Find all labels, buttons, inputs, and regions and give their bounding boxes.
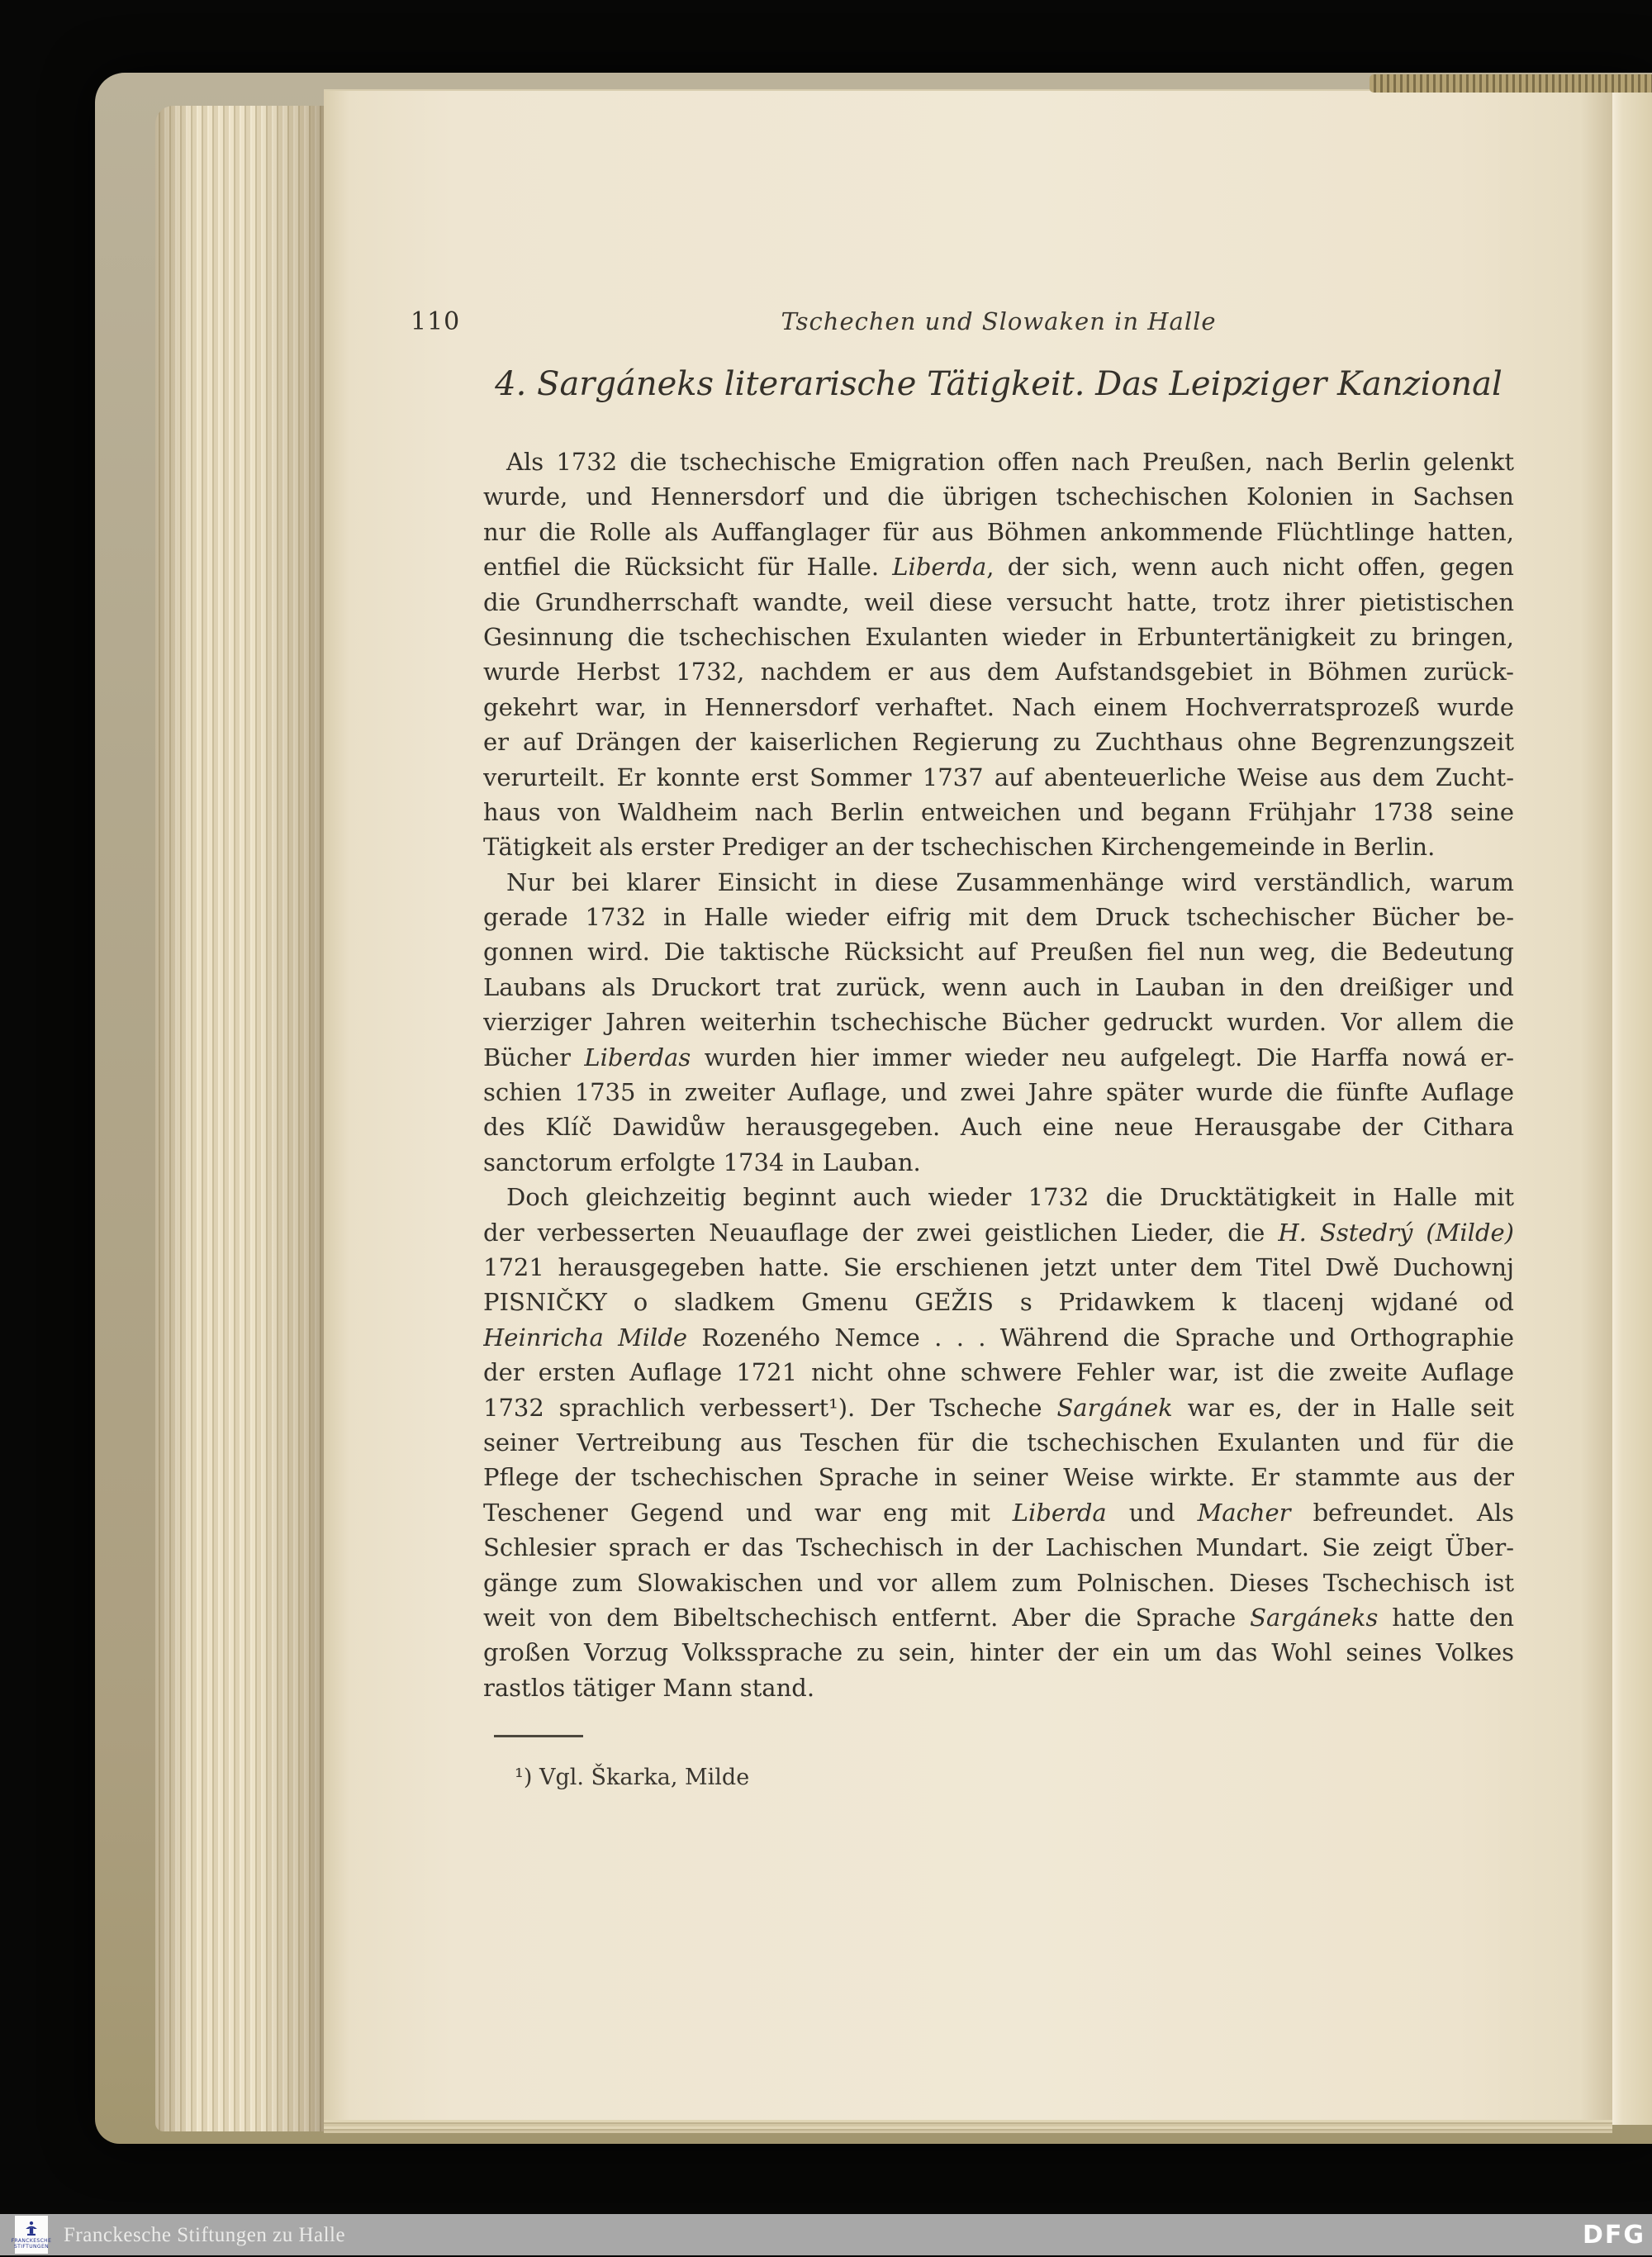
italic-text-segment: Liberda [1012, 1498, 1107, 1527]
text-line [483, 1005, 1514, 1039]
italic-text-segment: Macher [1197, 1498, 1291, 1527]
text-line [483, 1145, 1514, 1180]
text-segment: gänge zum Slowakischen und vor allem zum Polnischen. Dieses Tschechisch ist [483, 1568, 1514, 1597]
text-line [483, 1425, 1514, 1460]
text-segment: Teschener Gegend und war eng mit [483, 1498, 1013, 1527]
text-segment: Gesinnung die tschechischen Exulanten wieder in Erbuntertänigkeit zu bringen, [483, 622, 1514, 651]
text-line [483, 1180, 1514, 1214]
dfg-logo: DFG [1582, 2221, 1645, 2250]
text-segment: wurde Herbst 1732, nachdem er aus dem Aufstandsgebiet in Böhmen zurück- [483, 658, 1514, 687]
text-line [483, 760, 1514, 795]
text-segment: hatte den [1378, 1603, 1514, 1632]
text-line [483, 1040, 1514, 1075]
running-header: Tschechen und Slowaken in Halle [781, 307, 1217, 335]
text-line [483, 690, 1514, 725]
page-number: 110 [411, 307, 461, 336]
text-segment: die Grundherrschaft wandte, weil diese versucht hatte, trotz ihrer pietistischen [483, 587, 1514, 616]
text-line [483, 515, 1514, 549]
text-segment: , der sich, wenn auch nicht offen, gegen [986, 553, 1514, 582]
text-line [483, 1250, 1514, 1285]
franckesche-logo-caption-line2: STIFTUNGEN [13, 2243, 50, 2250]
text-segment: gekehrt war, in Hennersdorf verhaftet. Nach einem Hochverratsprozeß wurde [483, 692, 1514, 721]
italic-text-segment: H. Sstedrý (Milde) [1278, 1218, 1514, 1247]
book-page-edges [155, 106, 325, 2131]
text-segment: seiner Vertreibung aus Teschen für die tschechischen Exulanten und für die [483, 1428, 1514, 1456]
text-line [483, 585, 1514, 620]
text-segment: entfiel die Rücksicht für Halle. [483, 553, 893, 582]
text-line [483, 549, 1514, 584]
italic-text-segment: Sargáneks [1250, 1603, 1379, 1632]
text-segment: Nur bei klarer Einsicht in diese Zusammenhänge wird verständlich, warum [506, 867, 1514, 896]
text-line [483, 1285, 1514, 1319]
text-segment: Laubans als Druckort trat zurück, wenn auch in Lauban in den dreißiger und [483, 972, 1514, 1001]
text-segment: war es, der in Halle seit [1172, 1393, 1514, 1422]
text-line [483, 1109, 1514, 1144]
text-segment: befreundet. Als [1290, 1498, 1514, 1527]
text-line [483, 1530, 1514, 1565]
text-line [483, 654, 1514, 689]
source-label: Franckesche Stiftungen zu Halle [64, 2224, 346, 2246]
text-segment: sanctorum erfolgte 1734 in Lauban. [483, 1148, 921, 1176]
section-title: 4. Sargáneks literarische Tätigkeit. Das Leipziger Kanzional [495, 365, 1502, 403]
text-segment: der verbesserten Neuauflage der zwei geistlichen Lieder, die [483, 1218, 1279, 1247]
text-line [483, 1075, 1514, 1109]
franckesche-logo-caption-line1: FRANCKESCHE [11, 2237, 52, 2244]
text-line [483, 1670, 1514, 1705]
text-segment: Schlesier sprach er das Tschechisch in der Lachischen Mundart. Sie zeigt Über- [483, 1533, 1514, 1562]
text-segment: wurden hier immer wieder neu aufgelegt. Die Harffa nowá er- [691, 1043, 1514, 1071]
text-line [483, 1566, 1514, 1600]
text-line [483, 1390, 1514, 1425]
footnote [515, 1765, 749, 1790]
book-page-gutter [1612, 84, 1652, 2125]
text-line [483, 795, 1514, 829]
text-line [483, 620, 1514, 654]
text-segment: Pflege der tschechischen Sprache in seiner Weise wirkte. Er stammte aus der [483, 1463, 1514, 1492]
text-line [483, 1355, 1514, 1390]
text-line [483, 1495, 1514, 1530]
text-segment: nur die Rolle als Auffanglager für aus Böhmen ankommende Flüchtlinge hatten, [483, 517, 1514, 546]
text-segment: wurde, und Hennersdorf und die übrigen tschechischen Kolonien in Sachsen [483, 482, 1514, 511]
viewer-watermark-bar [0, 2214, 1652, 2255]
text-segment: gonnen wird. Die taktische Rücksicht auf Preußen fiel nun weg, die Bedeutung [483, 938, 1514, 967]
text-segment: PISNIČKY o sladkem Gmenu GEŽIS s Pridawkem k tlacenj wjdané od [483, 1288, 1514, 1317]
italic-text-segment: Liberda [892, 553, 987, 582]
text-line [483, 1320, 1514, 1355]
text-segment: des Klíč Dawidůw herausgegeben. Auch eine neue Herausgabe der Cithara [483, 1113, 1514, 1142]
text-line [483, 725, 1514, 759]
text-segment: weit von dem Bibeltschechisch entfernt. Aber die Sprache [483, 1603, 1251, 1632]
italic-text-segment: Sargánek [1056, 1393, 1173, 1422]
text-segment: der ersten Auflage 1721 nicht ohne schwere Fehler war, ist die zweite Auflage [483, 1358, 1514, 1387]
text-line [483, 1600, 1514, 1635]
text-segment: verurteilt. Er konnte erst Sommer 1737 auf abenteuerliche Weise aus dem Zucht- [483, 763, 1514, 791]
franckesche-logo [11, 2216, 52, 2254]
text-segment: Bücher [483, 1043, 585, 1071]
text-segment: Doch gleichzeitig beginnt auch wieder 1732 die Drucktätigkeit in Halle mit [506, 1183, 1514, 1212]
italic-text-segment: Heinricha Milde [483, 1323, 688, 1352]
text-segment: 1721 herausgegeben hatte. Sie erschienen jetzt unter dem Titel Dwě Duchownj [483, 1252, 1514, 1281]
text-segment: schien 1735 in zweiter Auflage, und zwei Jahre später wurde die fünfte Auflage [483, 1078, 1514, 1107]
footnote-divider [494, 1735, 583, 1737]
text-segment: und [1106, 1498, 1198, 1527]
text-line [483, 865, 1514, 900]
footnote-text: Vgl. Škarka, Milde [532, 1765, 750, 1790]
text-segment: großen Vorzug Volkssprache zu sein, hinter der ein um das Wohl seines Volkes [483, 1638, 1514, 1667]
franckesche-logo-icon [24, 2221, 39, 2237]
text-line [483, 479, 1514, 514]
text-line [483, 1635, 1514, 1670]
text-segment: er auf Drängen der kaiserlichen Regierung zu Zuchthaus ohne Begrenzungszeit [483, 728, 1514, 757]
text-line [483, 1215, 1514, 1250]
text-line [483, 900, 1514, 934]
text-segment: vierziger Jahren weiterhin tschechische Bücher gedruckt wurden. Vor allem die [483, 1008, 1514, 1037]
footnote-marker: ¹) [515, 1765, 533, 1790]
italic-text-segment: Liberdas [584, 1043, 691, 1071]
body-text [483, 444, 1514, 1705]
text-line [483, 829, 1514, 864]
text-line [483, 970, 1514, 1005]
text-segment: rastlos tätiger Mann stand. [483, 1673, 815, 1702]
text-segment: 1732 sprachlich verbessert¹). Der Tscheche [483, 1393, 1057, 1422]
text-line [483, 444, 1514, 479]
printed-page-content [411, 0, 1514, 2255]
text-line [483, 1460, 1514, 1494]
text-segment: haus von Waldheim nach Berlin entweichen und begann Frühjahr 1738 seine [483, 797, 1514, 826]
text-segment: Als 1732 die tschechische Emigration offen nach Preußen, nach Berlin gelenkt [506, 448, 1514, 476]
text-segment: Rozeného Nemce . . . Während die Sprache und Orthographie [687, 1323, 1514, 1352]
text-line [483, 934, 1514, 969]
text-segment: Tätigkeit als erster Prediger an der tschechischen Kirchengemeinde in Berlin. [483, 833, 1436, 862]
text-segment: gerade 1732 in Halle wieder eifrig mit dem Druck tschechischer Bücher be- [483, 903, 1514, 932]
